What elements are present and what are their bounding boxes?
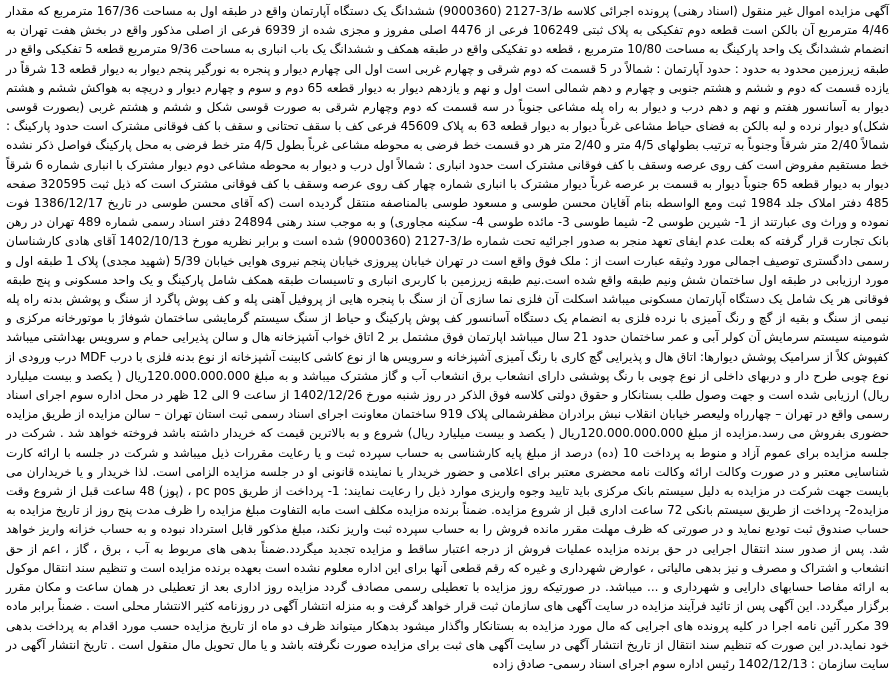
notice-body: آگهی مزایده اموال غیر منقول (اسناد رهنی) پرونده اجرائی کلاسه ط/3-2127 (9000360) ششدانگ یک دستگاه آپارتمان واقع در طبقه اول به مساحت 167/36 مترمربع که مقدار 4/46 مترمربع آن بالکن است قطعه دوم تفکیکی به پلاک ثبتی 106249 فرعی از 4476 اصلی مفروز و مجزی شده از 6939 فرعی از اصلی مذکور واقع در بخش هفت تهران به انضمام ششدانگ یک واحد پارکینگ به مساحت 10/80 مترمربع ، قطعه دو تفکیکی واقع در طبقه همکف و ششدانگ یک باب انباری به مساحت 9/36 مترمربع قطعه 5 تفکیکی واقع در طبقه زیرزمین محدود به حدود : حدود آپارتمان : شمالاً در 5 قسمت که دوم شرقی و چهارم غربی است اول الی چهارم دیوار و پنجره به نورگیر پنجم دیوار به دیوار قطعه 13 شرقاً در یازده قسمت که دوم و ششم و هشتم جنوبی و چهارم و دهم شمالی است اول و نهم و یازدهم دیوار به دیوار قطعه 65 دوم و سوم و چهارم دیوار و دریچه به هواکش ششم و هشتم دیوار به آسانسور هفتم و نهم و دهم درب و دیوار به راه پله مشاعی جنوباً در سه قسمت که دوم وچهارم شرقی به صورت قوسی شکل و ششم و هشتم غربی (بصورت قوسی شکل)و دیوار نرده و لبه بالکن به فضای حیاط مشاعی غرباً دیوار به دیوار قطعه 63 به پلاک 45609 فرعی کف با سقف تحتانی و سقف با کف فوقانی مشترک است حدود پارکینگ : شمالاً 2/40 متر شرقاً وجنوباً به ترتیب بطولهای 4/5 متر و 2/40 متر هر دو قسمت خط فرضی به محوطه مشاعی غرباً بطول 4/5 متر خط فرضی به محل پارکینگ فواصل ذکر نشده خط مستقیم مفروض است کف روی عرصه وسقف با کف فوقانی مشترک است حدود انباری : شمالاً اول درب و دیوار به محوطه مشاعی دوم دیوار مشترک با انباری شماره 6 شرقاً دیوار به دیوار قطعه 65 جنوباً دیوار به قسمت بر عرصه غرباً دیوار مشترک با انباری شماره چهار کف روی عرصه وسقف با کف فوقانی مشترک است که ذیل ثبت 320595 صفحه 485 دفتر املاک جلد 1984 ثبت ومع الواسطه بنام آقایان محسن طوسی و مسعود طوسی بالمناصفه منتقل گردیده است (که آقای محسن طوسی در تاریخ 1386/12/17 فوت نموده و وراث وی عبارتند از 1- شیرین طوسی 2- شیما طوسی 3- مائده طوسی 4- سکینه مجاوری) و به موجب سند رهنی 24894 دفتر اسناد رسمی شماره 489 تهران در رهن بانک تجارت قرار گرفته که بعلت عدم ایفای تعهد منجر به صدور اجرائیه تحت شماره ط/3-2127 (9000360) شده است و برابر نظریه مورخ 1402/10/13 آقای هادی کارشناسان رسمی دادگستری توصیف اجمالی مورد وثیقه عبارت است از : ملک فوق واقع است در تهران خیابان پیروزی خیابان پنجم نیروی هوایی خیابان 5/39 (شهید مجدی) پلاک 1 طبقه اول و مورد ارزیابی در طبقه اول ساختمان شش ونیم طبقه واقع شده است.نیم طبقه زیرزمین با کاربری انباری و تاسیسات طبقه همکف شامل پارکینگ و یک واحد مسکونی و پنج طبقه فوقانی هر یک شامل یک دستگاه آپارتمان مسکونی میباشد اسکلت آن فلزی نما سازی آن از سنگ با پنجره هایی از پروفیل آهنی پله و کف پوش پاگرد از سنگ و پوشش بدنه راه پله نیمی از سنگ و بقیه از گچ و رنگ آمیزی با نرده فلزی به انضمام یک دستگاه آسانسور کف پوش پارکینگ و حیاط از سنگ سیستم گرمایشی ساختمان شوفاژ با موتورخانه مرکزی و شومینه سیستم سرمایش آن کولر آبی و عمر ساختمان حدود 21 سال میباشد اپارتمان فوق مشتمل بر 2 اتاق خواب آشپزخانه هال و سالن پذیرایی حمام و سرویس بهداشتی میباشد کفپوش کلاً از سرامیک پوشش دیوارها: اتاق هال و پذیرایی گچ کاری با رنگ آمیزی آشپزخانه و سرویس ها از نوع کاشی کابینت آشپزخانه از نوع بدنه فلزی با درب MDF درب ورودی از نوع چوبی طرح دار و دربهای داخلی از نوع چوبی با رنگ پوششی دارای انشعاب برق انشعاب آب و گاز مشترک میباشد و به مبلغ 120.000.000.000ریال ( یکصد و بیست میلیارد ریال) ارزیابی شده است و جهت وصول طلب بستانکار و حقوق دولتی کلاسه فوق الذکر در روز شنبه مورخ 1402/12/26 از ساعت 9 الی 12 ظهر در محل اداره سوم اجرای اسناد رسمی واقع در تهران – چهارراه ولیعصر خیابان انقلاب نبش برادران مظفرشمالی پلاک 919 ساختمان معاونت اجرای اسناد رسمی ثبت استان تهران – سالن مزایده از طریق مزایده حضوری بفروش می رسد.مزایده از مبلغ 120.000.000.000ریال ( یکصد و بیست میلیارد ریال) شروع و به بالاترین قیمت که خریدار داشته باشد فروخته خواهد شد . شرکت در جلسه مزایده برای عموم آزاد و منوط به پرداخت 10 (ده) درصد از مبلغ پایه کارشناسی به حساب سپرده ثبت و یا رعایت مقررات ذیل میباشد و شرکت در جلسه با ارائه کارت شناسایی معتبر و در صورت وکالت ارائه وکالت نامه محضری معتبر برای اعلامی و حضور خریدار یا نماینده قانونی او در جلسه مزایده الزامی است. لذا خریدار و یا خریداران می بایست جهت شرکت در مزایده به دلیل سیستم بانک مرکزی باید تایید وجوه واریزی موارد ذیل را رعایت نمایند: 1- پرداخت از طریق pc pos ، (پوز) 48 ساعت قبل از شروع وقت مزایده2- پرداخت از طریق سیستم بانکی 72 ساعت اداری قبل از شروع مزایده. ضمناً برنده مزایده مکلف است مابه التفاوت مبلغ مزایده را ظرف مدت پنج روز از تاریخ مزایده به حساب صندوق ثبت تودیع نماید و در صورتی که ظرف مهلت مقرر مانده فروش را به حساب سپرده ثبت واریز نکند، مبلغ مذکور قابل استرداد نبوده و به حساب خزانه واریز خواهد شد. پس از صدور سند انتقال اجرایی در حق برنده مزایده عملیات فروش از درجه اعتبار ساقط و مزایده تجدید میگردد.ضمناً بدهی های مربوط به آب ، برق ، گاز ، اعم از حق انشعاب و اشتراک و مصرف و نیز بدهی مالیاتی ، عوارض شهرداری و غیره که رقم قطعی آنها برای این اداره معلوم نشده است بعهده برنده مزایده است و تنظیم سند انتقال موکول به ارائه مفاصا حسابهای دارایی و شهرداری و ... میباشد. در صورتیکه روز مزایده با تعطیلی رسمی مصادف گردد مزایده روز اداری بعد از تعطیلی در همان ساعت و مکان مقرر برگزار میگردد. این آگهی پس از تائید فرآیند مزایده در سایت آگهی های سازمان ثبت قرار خواهد گرفت و به منزله انتشار آگهی در روزنامه کثیر الانتشار محلی است . ضمناً برابر ماده 39 مکرر آئین نامه اجرا در کلیه پرونده های اجرایی که مال مورد مزایده به بستانکار واگذار میشود بدهکار میتواند ظرف دو ماه از تاریخ مزایده حسب مورد اقدام به پرداخت بدهی خود نماید.در این صورت که تنظیم سند انتقال از تاریخ انتشار آگهی در سایت آگهی های ثبت برای مزایده صورت نگرفته باشد و یا مال تحویل مال منقول است . تاریخ انتشار آگهی در سایت سازمان : <box>6 4 890 671</box>
auction-notice-text <box>6 2 889 674</box>
publish-date: 1402/12/13 <box>738 656 808 671</box>
office-signature: رئیس اداره سوم اجرای اسناد رسمی- صادق زاده <box>492 656 735 671</box>
